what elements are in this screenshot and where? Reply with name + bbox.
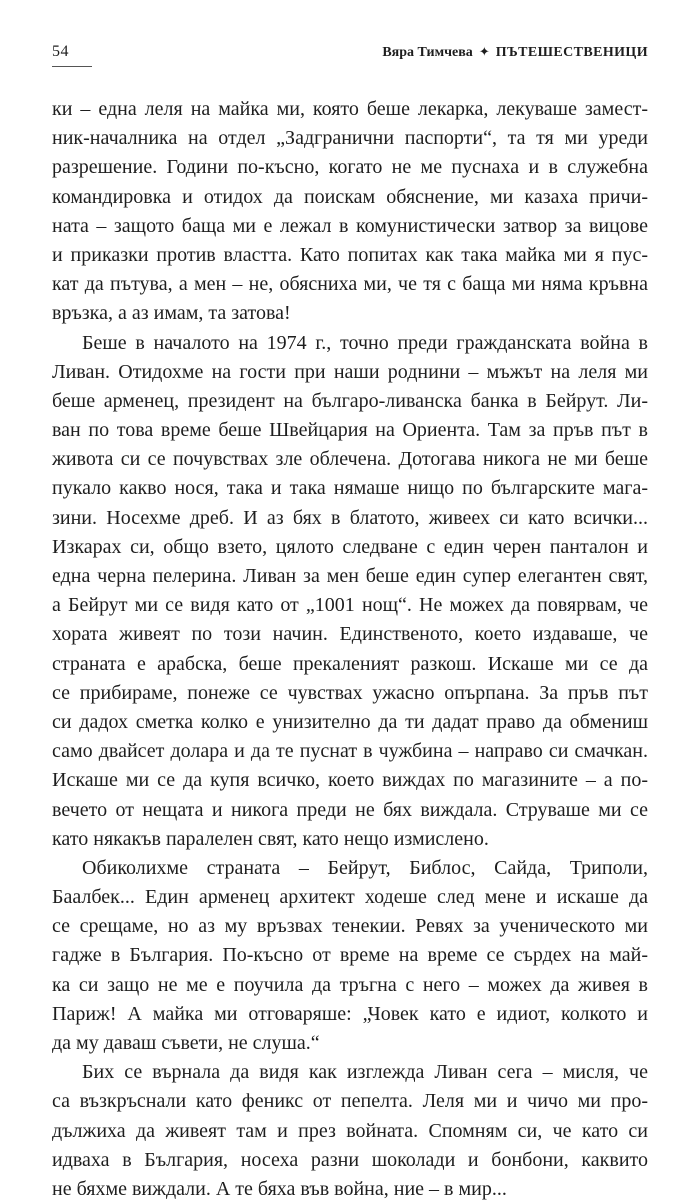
text-line: ван по това време беше Швейцария на Ориента. Там за пръв път в xyxy=(52,419,648,442)
text-line: ник-началника на отдел „Задгранични паспорти“, та тя ми уреди xyxy=(52,127,648,150)
book-title: ПЪТЕШЕСТВЕНИЦИ xyxy=(495,45,648,60)
text-line: гадже в България. По-късно от време на време се сърдех на май- xyxy=(52,944,648,967)
page-number-underline xyxy=(52,66,92,67)
running-head-title xyxy=(382,44,648,62)
text-line: Искаше ми се да купя всичко, което виждах по магазините – а по- xyxy=(52,769,648,792)
text-line: а Бейрут ми се видя като от „1001 нощ“. Не можех да повярвам, че xyxy=(52,594,648,617)
text-line: връзка, а аз имам, та затова! xyxy=(52,302,291,325)
text-line: Обиколихме страната – Бейрут, Библос, Сайда, Триполи, xyxy=(82,856,648,879)
text-line: са възкръснали като феникс от пепелта. Леля ми и чичо ми про- xyxy=(52,1090,648,1113)
page-number: 54 xyxy=(52,43,69,60)
text-line: Баалбек... Един арменец архитект ходеше след мене и искаше да xyxy=(52,886,648,909)
text-line: ната – защото баща ми е лежал в комунистически затвор за вицове xyxy=(52,214,648,237)
text-line: пукало какво нося, така и така нямаше нищо по българските мага- xyxy=(52,477,648,500)
text-line: Беше в началото на 1974 г., точно преди гражданската война в xyxy=(82,331,648,354)
paragraph xyxy=(52,1058,648,1204)
text-line: командировка и отидох да поискам обяснение, ми казаха причи- xyxy=(52,185,648,208)
text-line: беше арменец, президент на българо-ливанска банка в Бейрут. Ли- xyxy=(52,389,648,412)
text-line: Изкарах си, общо взето, цялото следване с един черен панталон и xyxy=(52,535,648,558)
text-line: кат да пътува, а мен – не, обясниха ми, че тя с баща ми няма кръвна xyxy=(52,273,648,296)
text-line: се прибираме, понеже се чувствах ужасно опърпана. За пръв път xyxy=(52,681,648,704)
text-line: ка си защо не ме е поучила да тръгна с него – можех да живея в xyxy=(52,973,648,996)
text-line: зини. Носехме дреб. И аз бях в блатото, живеех си като всички... xyxy=(52,506,648,529)
text-line: Бих се върнала да видя как изглежда Ливан сега – мисля, че xyxy=(82,1061,648,1084)
star-separator-icon: ✦ xyxy=(478,44,490,59)
paragraph xyxy=(52,854,648,1058)
text-line: страната е арабска, беше прекаленият разкош. Искаше ми се да xyxy=(52,652,648,675)
text-line: си дадох сметка колко е унизително да ти дадат право да обмениш xyxy=(52,710,648,733)
text-line: се срещаме, но аз му връзвах тенекии. Ревях за ученическото ми xyxy=(52,915,648,938)
running-head xyxy=(0,0,700,80)
text-line: Париж! А майка ми отговаряше: „Човек като е идиот, колкото и xyxy=(52,1002,648,1025)
text-line: да му даваш съвети, не слуша.“ xyxy=(52,1032,320,1054)
text-line: Ливан. Отидохме на гости при наши роднини – мъжът на леля ми xyxy=(52,360,648,383)
paragraph xyxy=(52,95,648,329)
text-line: и приказки против властта. Като попитах как така майка ми я пус- xyxy=(52,243,648,266)
text-line: идваха в България, носеха разни шоколади и бонбони, каквито xyxy=(52,1148,648,1171)
text-line: само двайсет долара и да те пуснат в чужбина – направо си смачкан. xyxy=(52,740,648,763)
author-name: Вяра Тимчева xyxy=(382,45,473,60)
text-line: като някакъв паралелен свят, като нещо измислено. xyxy=(52,827,489,850)
text-line: една черна пелерина. Ливан за мен беше един супер елегантен свят, xyxy=(52,565,648,587)
text-line: живота си се почувствах зле облечена. Дотогава никога не ми беше xyxy=(52,448,648,471)
text-line: дължиха да живеят там и през войната. Спомням си, че като си xyxy=(52,1119,648,1142)
paragraph xyxy=(52,329,648,854)
text-line: хората живеят по този начин. Единственото, което издаваше, че xyxy=(52,623,648,646)
page-body xyxy=(52,95,648,1204)
text-line: вечето от нещата и никога преди не бях виждала. Струваше ми се xyxy=(52,798,648,821)
text-line: ки – една леля на майка ми, която беше лекарка, лекуваше замест- xyxy=(52,98,648,120)
text-line: разрешение. Години по-късно, когато не ме пуснаха и в служебна xyxy=(52,156,648,179)
text-line: не бяхме виждали. А те бяха във война, ние – в мир... xyxy=(52,1177,507,1200)
